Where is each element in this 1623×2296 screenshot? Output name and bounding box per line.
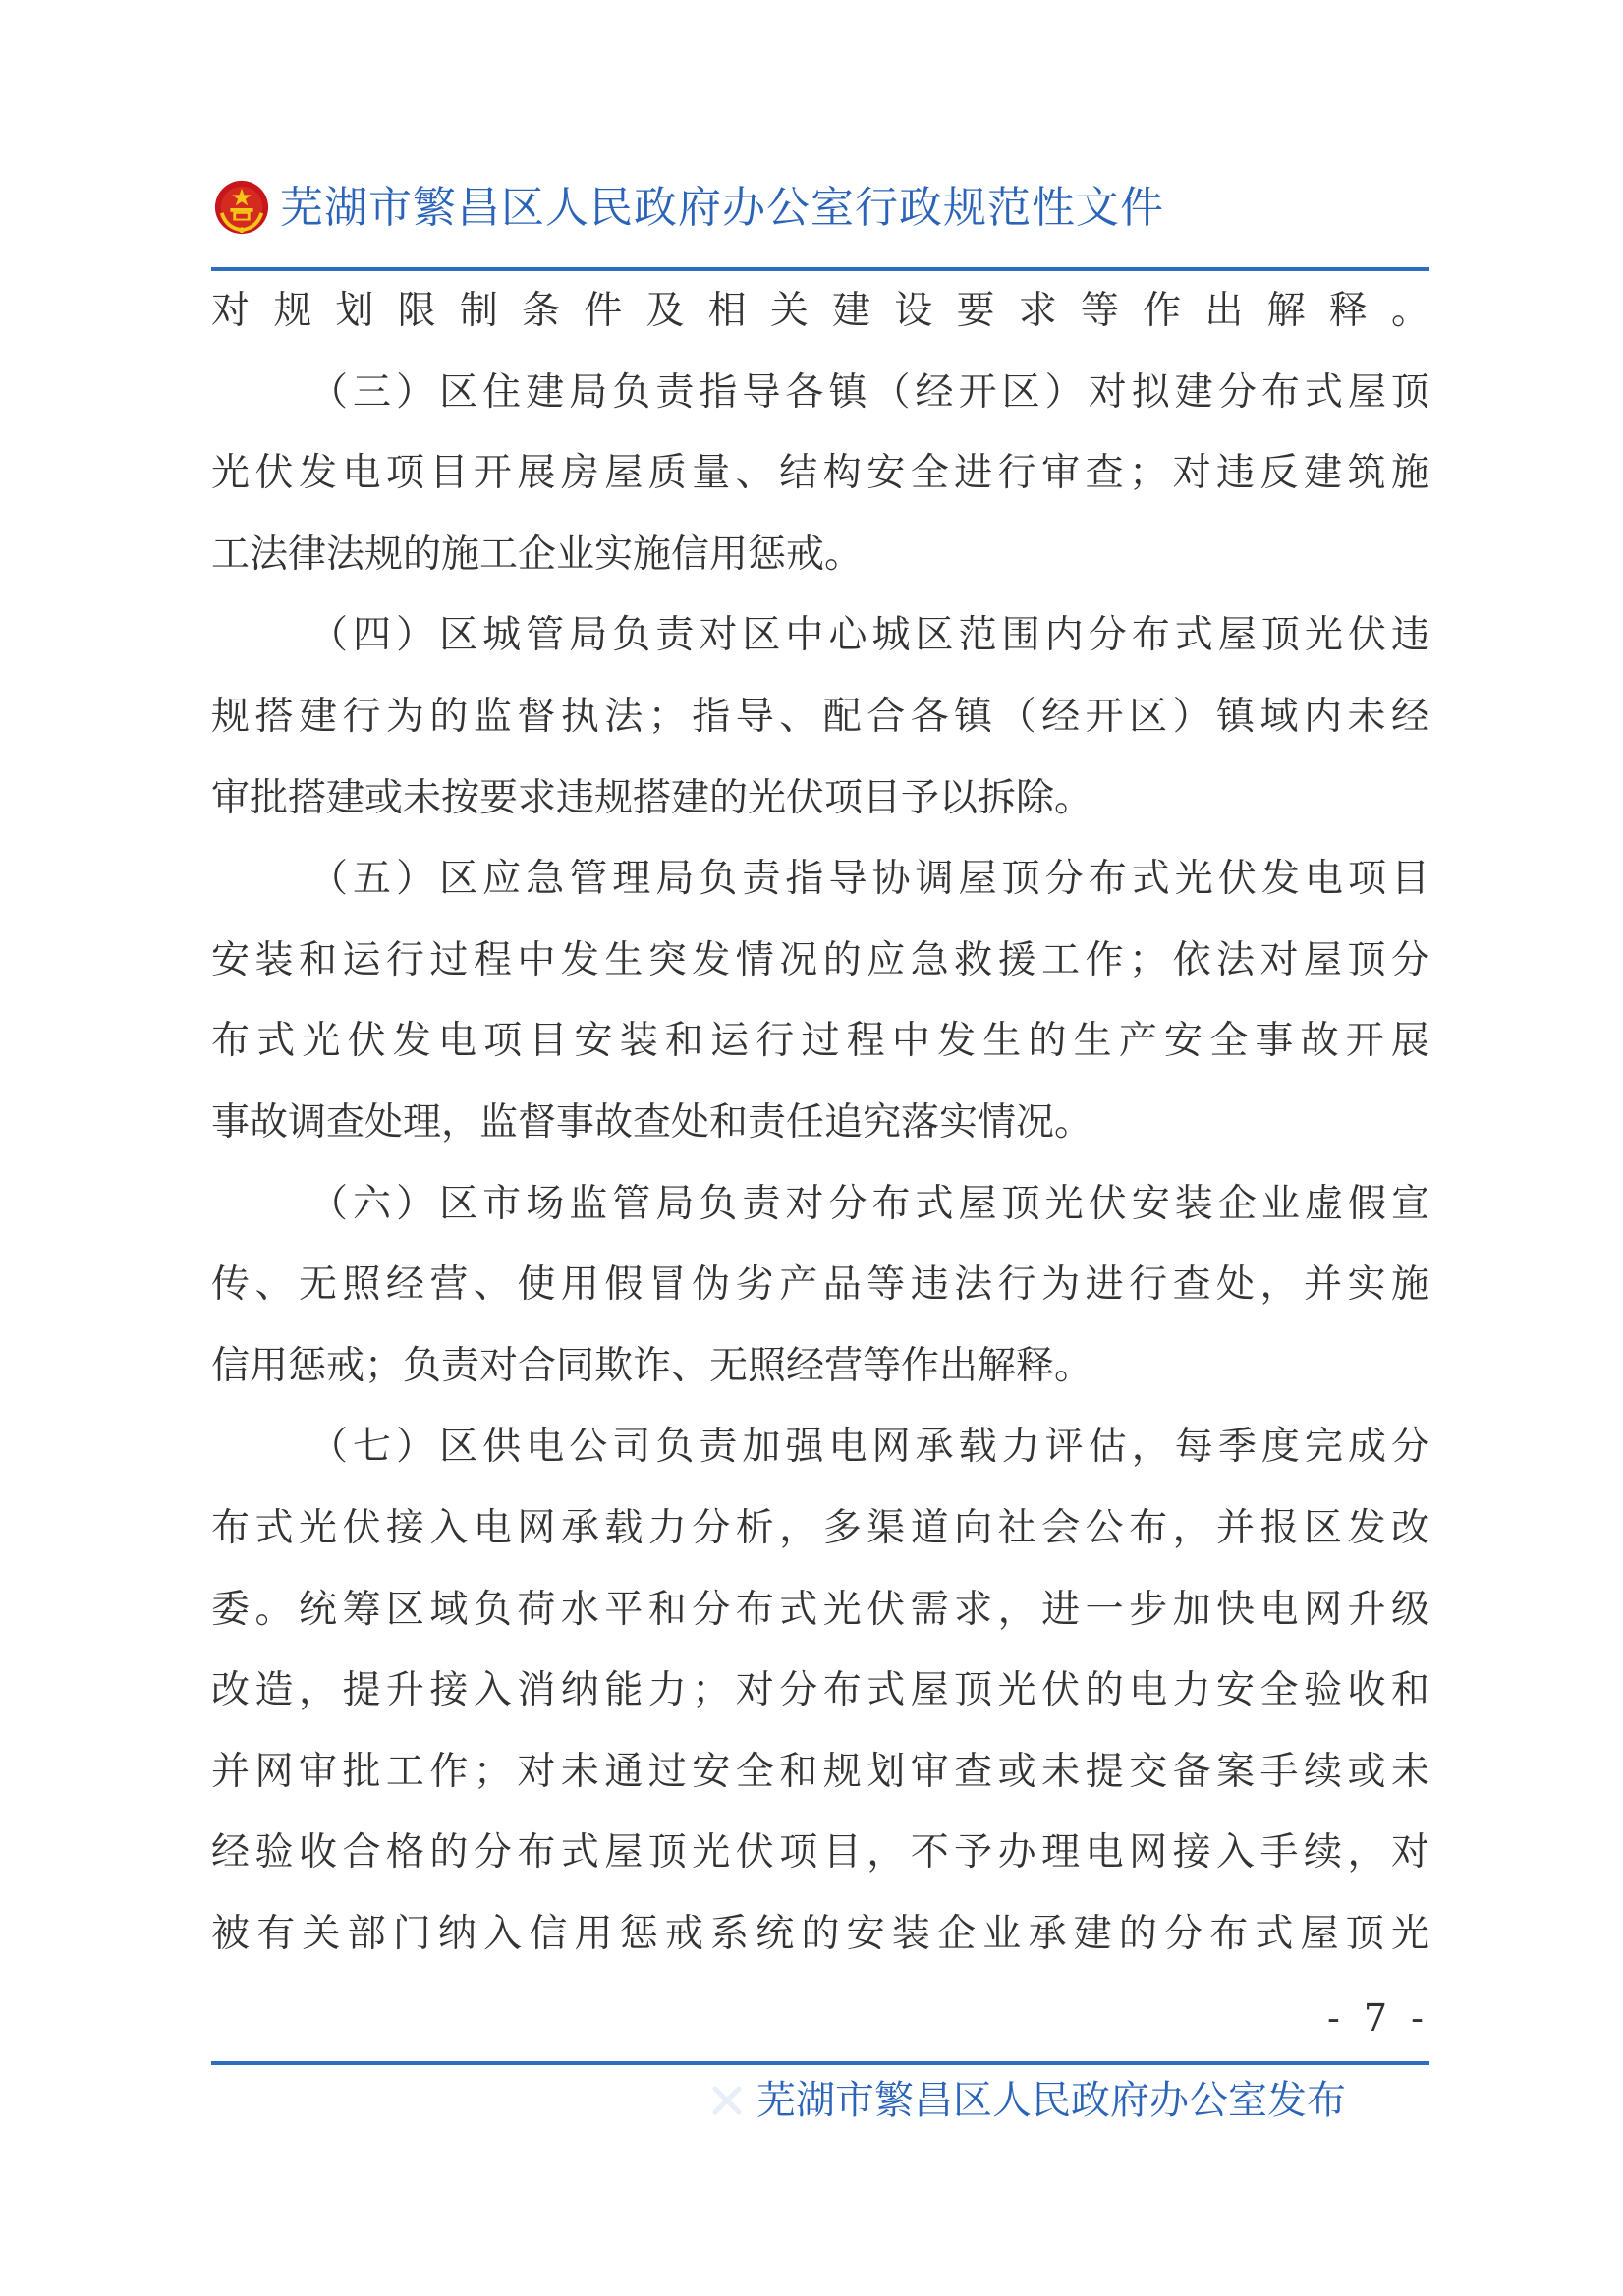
body-line: （四）区城管局负责对区中心城区范围内分布式屋顶光伏违	[309, 613, 1429, 658]
body-line: 工法律法规的施工企业实施信用惩戒。	[211, 532, 864, 577]
body-line: 审批搭建或未按要求违规搭建的光伏项目予以拆除。	[211, 775, 1093, 820]
body-line: 布式光伏接入电网承载力分析，多渠道向社会公布，并报区发改	[211, 1505, 1429, 1550]
body-line: 经验收合格的分布式屋顶光伏项目，不予办理电网接入手续，对	[211, 1830, 1429, 1876]
body-line: 对规划限制条件及相关建设要求等作出解释。	[211, 289, 1429, 333]
footer-publisher: 芜湖市繁昌区人民政府办公室发布	[756, 2078, 1346, 2123]
body-line: （三）区住建局负责指导各镇（经开区）对拟建分布式屋顶	[309, 369, 1429, 415]
body-line: 规搭建行为的监督执法；指导、配合各镇（经开区）镇域内未经	[211, 694, 1429, 739]
body-line: 传、无照经营、使用假冒伪劣产品等违法行为进行查处，并实施	[211, 1262, 1429, 1308]
body-line: 安装和运行过程中发生突发情况的应急救援工作；依法对屋顶分	[211, 937, 1429, 982]
document-body	[211, 271, 1429, 1975]
cross-watermark-icon	[707, 2081, 747, 2120]
document-header	[211, 175, 1429, 244]
page-number: - 7 -	[1326, 1996, 1429, 2040]
national-emblem-icon	[213, 179, 270, 236]
body-line: 委。统筹区域负荷水平和分布式光伏需求，进一步加快电网升级	[211, 1587, 1429, 1632]
body-line: 事故调查处理，监督事故查处和责任追究落实情况。	[211, 1099, 1093, 1145]
header-title: 芜湖市繁昌区人民政府办公室行政规范性文件	[280, 183, 1164, 233]
body-line: 光伏发电项目开展房屋质量、结构安全进行审查；对违反建筑施	[211, 451, 1429, 496]
body-line: 信用惩戒；负责对合同欺诈、无照经营等作出解释。	[211, 1343, 1093, 1388]
body-line: 并网审批工作；对未通过安全和规划审查或未提交备案手续或未	[211, 1749, 1429, 1794]
body-line: 被有关部门纳入信用惩戒系统的安装企业承建的分布式屋顶光	[211, 1911, 1429, 1956]
body-line: （七）区供电公司负责加强电网承载力评估，每季度完成分	[309, 1425, 1429, 1470]
body-line: 布式光伏发电项目安装和运行过程中发生的生产安全事故开展	[211, 1019, 1429, 1064]
footer-divider	[211, 2061, 1429, 2065]
body-line: （五）区应急管理局负责指导协调屋顶分布式光伏发电项目	[309, 857, 1429, 902]
body-line: 改造，提升接入消纳能力；对分布式屋顶光伏的电力安全验收和	[211, 1668, 1429, 1713]
body-line: （六）区市场监管局负责对分布式屋顶光伏安装企业虚假宣	[309, 1181, 1429, 1226]
